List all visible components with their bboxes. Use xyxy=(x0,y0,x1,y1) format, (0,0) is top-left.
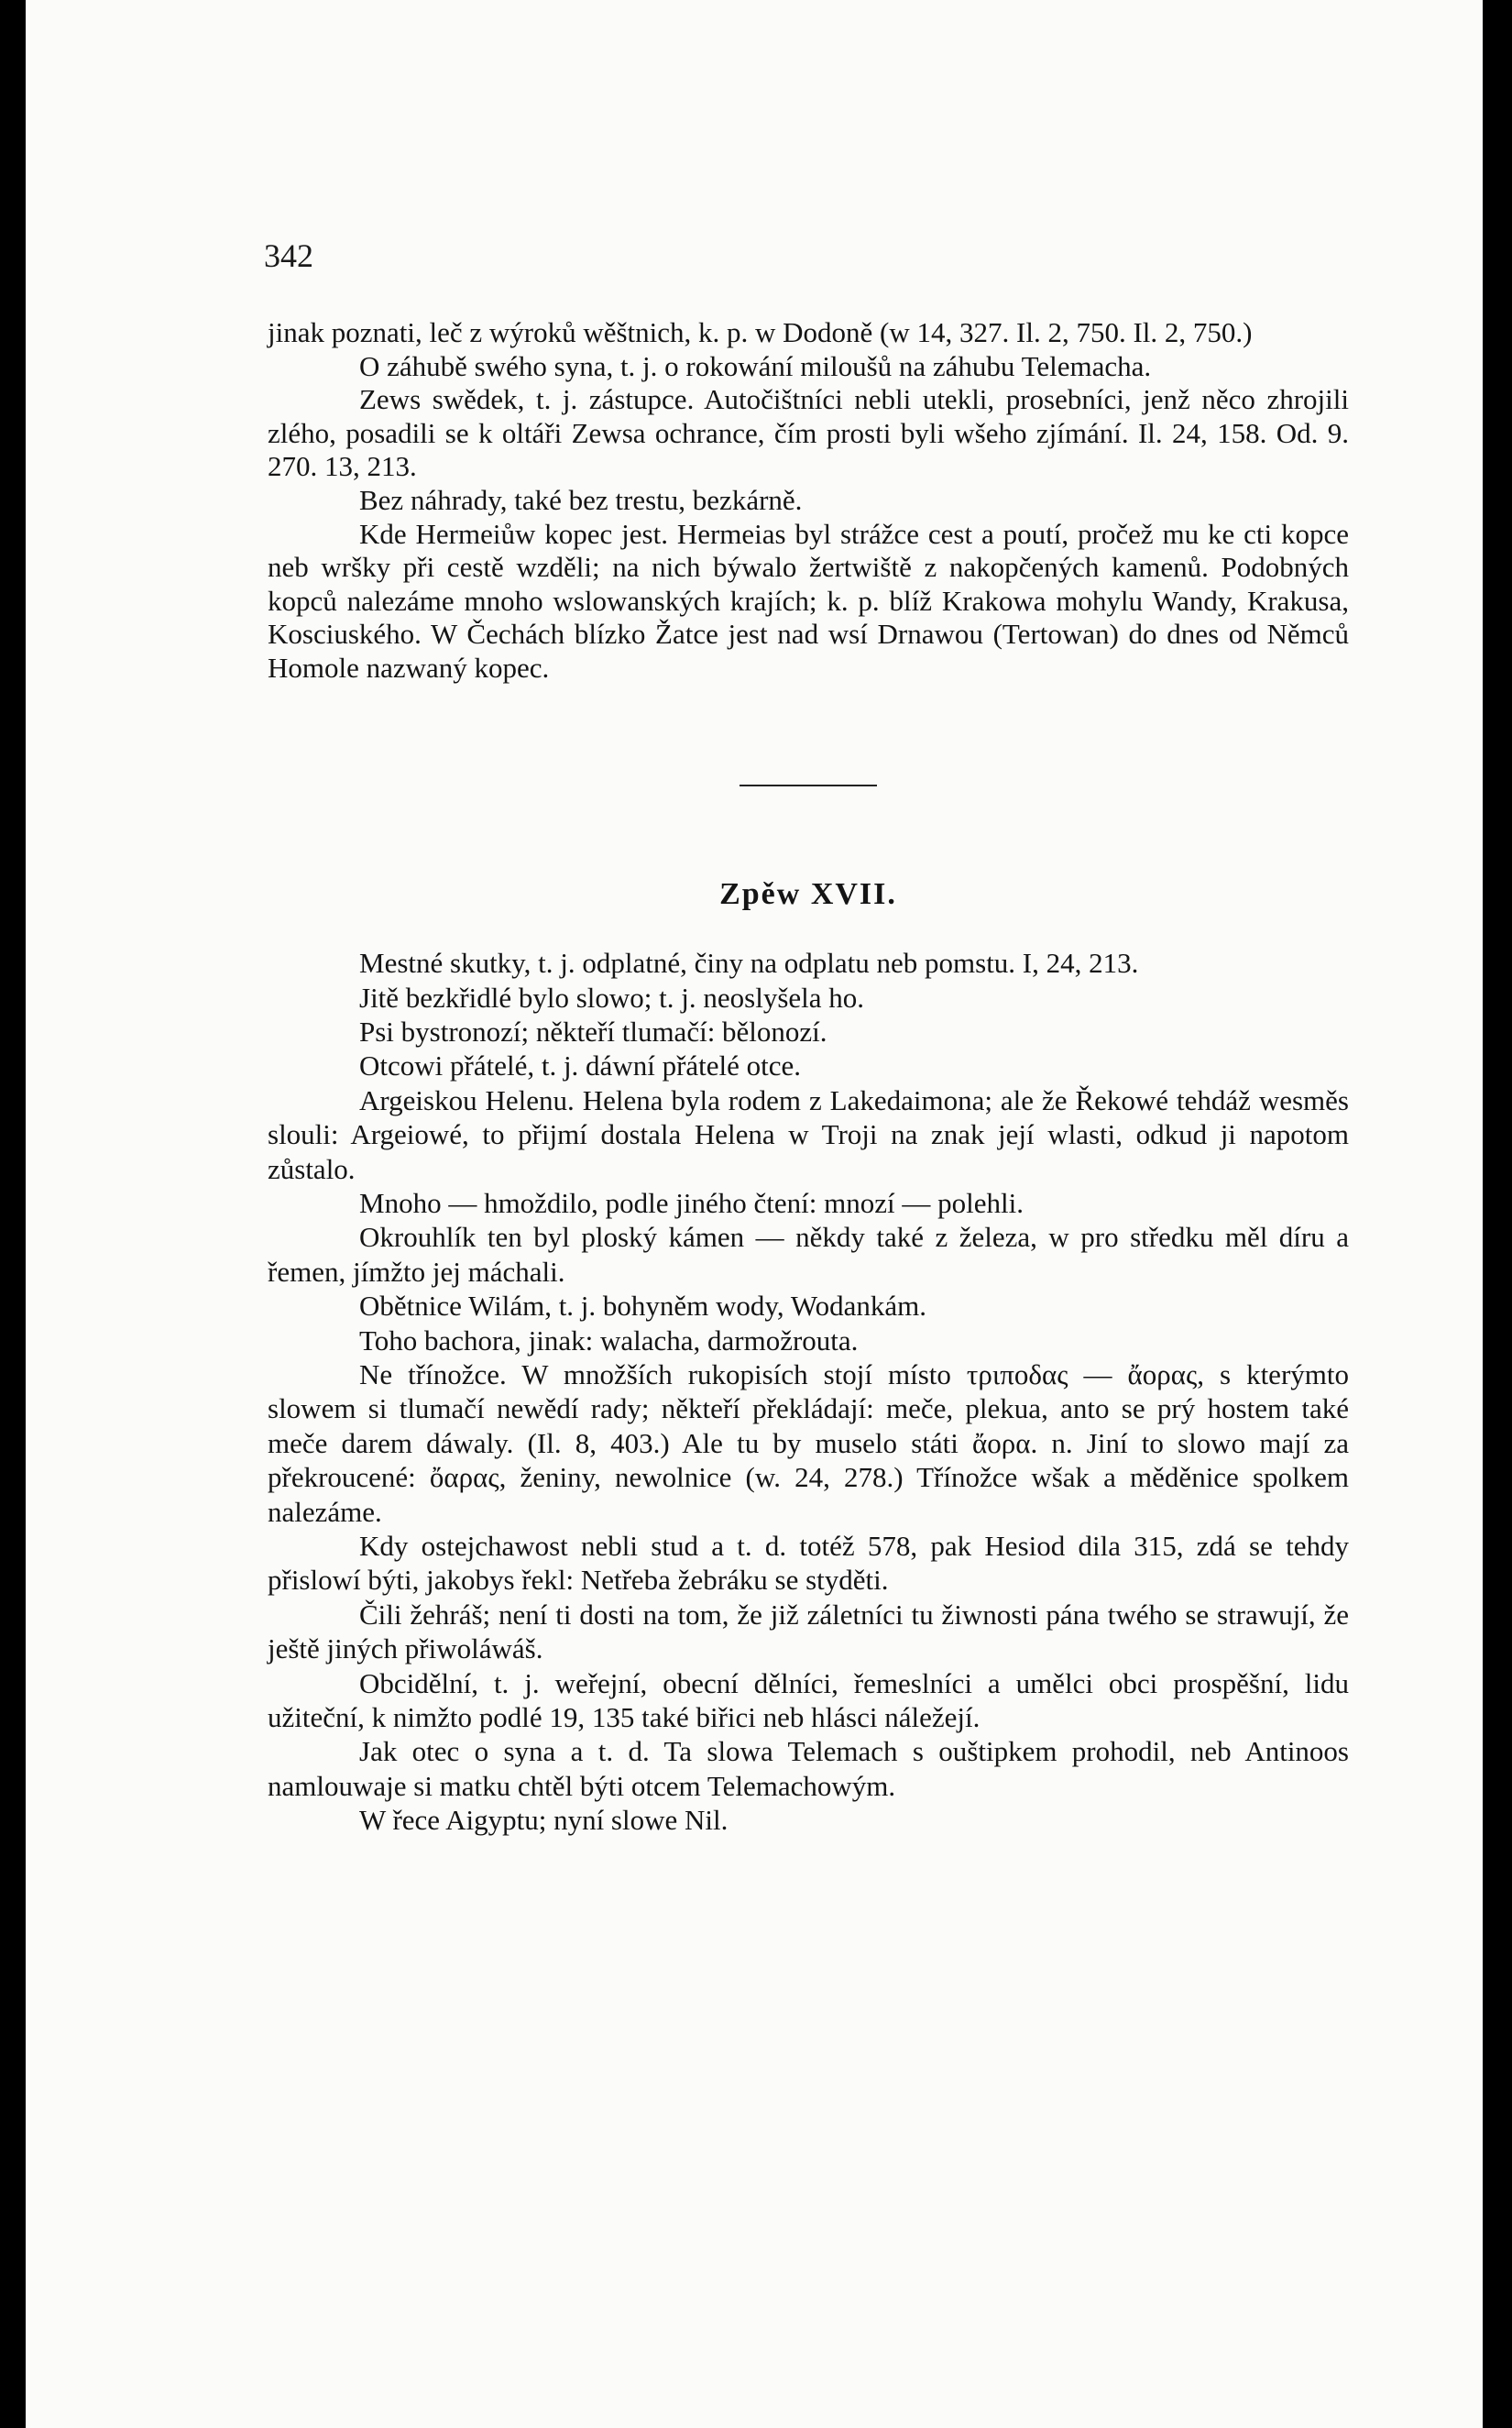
note-paragraph: Obětnice Wilám, t. j. bohyněm wody, Wodankám. xyxy=(359,1290,927,1323)
page-content xyxy=(268,316,1349,1838)
note-paragraph: Ne třínožce. W množších rukopisích stojí místo τριποδας — ἄορας, s kterýmto slowem si tlumačí newědí rady; někteří překládají: meče, plekua, anto se prý hostem také meče darem dáwaly. (Il. 8, 403.) Ale tu by muselo státi ἄορα. n. Jiní to slowo mají za překroucené: ὄαρας, ženiny, newolnice (w. 24, 278.) Třínožce wšak a měděnice spolkem nalezáme. xyxy=(268,1358,1349,1528)
note-paragraph: Kdy ostejchawost nebli stud a t. d. totéž 578, pak Hesiod dila 315, zdá se tehdy přislowí býti, jakobys řekl: Netřeba žebráku se styděti. xyxy=(268,1530,1349,1597)
note-paragraph: Obcidělní, t. j. weřejní, obecní dělníci, řemeslníci a umělci obci prospěšní, lidu užiteční, k nimžto podlé 19, 135 také biřici neb hlásci náležejí. xyxy=(268,1666,1349,1734)
section-divider xyxy=(740,785,877,786)
note-paragraph: Jak otec o syna a t. d. Ta slowa Telemach s ouštipkem prohodil, neb Antinoos namlouwaje si matku chtěl býti otcem Telemachowým. xyxy=(268,1735,1349,1802)
note-paragraph: Jitě bezkřidlé bylo slowo; t. j. neoslyšela ho. xyxy=(359,981,865,1014)
note-paragraph: Otcowi přátelé, t. j. dáwní přátelé otce. xyxy=(359,1049,802,1082)
note-paragraph: Mnoho — hmoždilo, podle jiného čtení: mnozí — polehli. xyxy=(359,1186,1024,1219)
section-heading: Zpěw XVII. xyxy=(719,876,897,911)
note-paragraph: Kde Hermeiůw kopec jest. Hermeias byl strážce cest a poutí, pročež mu ke cti kopce neb wršky při cestě wzděli; na nich býwalo žertwiště z nakopčených kamenů. Podobných kopců nalezáme mnoho wslowanských krajích; k. p. blíž Krakowa mohylu Wandy, Krakusa, Kosciuského. W Čechách blízko Žatce jest nad wsí Drnawou (Tertowan) do dnes od Němců Homole nazwaný kopec. xyxy=(268,517,1349,684)
note-paragraph: Okrouhlík ten byl ploský kámen — někdy také z železa, w pro středku měl díru a řemen, jímžto jej máchali. xyxy=(268,1221,1349,1288)
note-paragraph: W řece Aigyptu; nyní slowe Nil. xyxy=(359,1804,729,1837)
note-paragraph: Čili žehráš; není ti dosti na tom, že již záletníci tu žiwnosti pána twého se strawují, že ještě jiných přiwoláwáš. xyxy=(268,1598,1349,1665)
section-notes xyxy=(268,946,1349,1838)
note-paragraph: Psi bystronozí; někteří tlumačí: bělonozí. xyxy=(359,1015,827,1048)
note-paragraph: O záhubě swého syna, t. j. o rokowání miloušů na záhubu Telemacha. xyxy=(359,349,1152,382)
note-paragraph: Bez náhrady, také bez trestu, bezkárně. xyxy=(359,483,803,516)
page-number: 342 xyxy=(264,237,313,274)
note-paragraph: Zews swědek, t. j. zástupce. Autočištníci nebli utekli, prosebníci, jenž něco zhrojili zlého, posadili se k oltáři Zewsa ochrance, čím prosti byli wšeho zjímání. Il. 24, 158. Od. 9. 270. 13, 213. xyxy=(268,383,1349,483)
note-paragraph: Argeiskou Helenu. Helena byla rodem z Lakedaimona; ale že Řekowé tehdáž wesměs slouli: Argeiowé, to přijmí dostala Helena w Troji na znak její wlasti, odkud ji napotom zůstalo. xyxy=(268,1083,1349,1185)
note-paragraph: jinak poznati, leč z wýroků wěštnich, k. p. w Dodoně (w 14, 327. Il. 2, 750. Il. 2, 750.) xyxy=(268,316,1253,348)
note-paragraph: Mestné skutky, t. j. odplatné, činy na odplatu neb pomstu. I, 24, 213. xyxy=(359,947,1139,980)
note-paragraph: Toho bachora, jinak: walacha, darmožrouta. xyxy=(359,1324,859,1357)
